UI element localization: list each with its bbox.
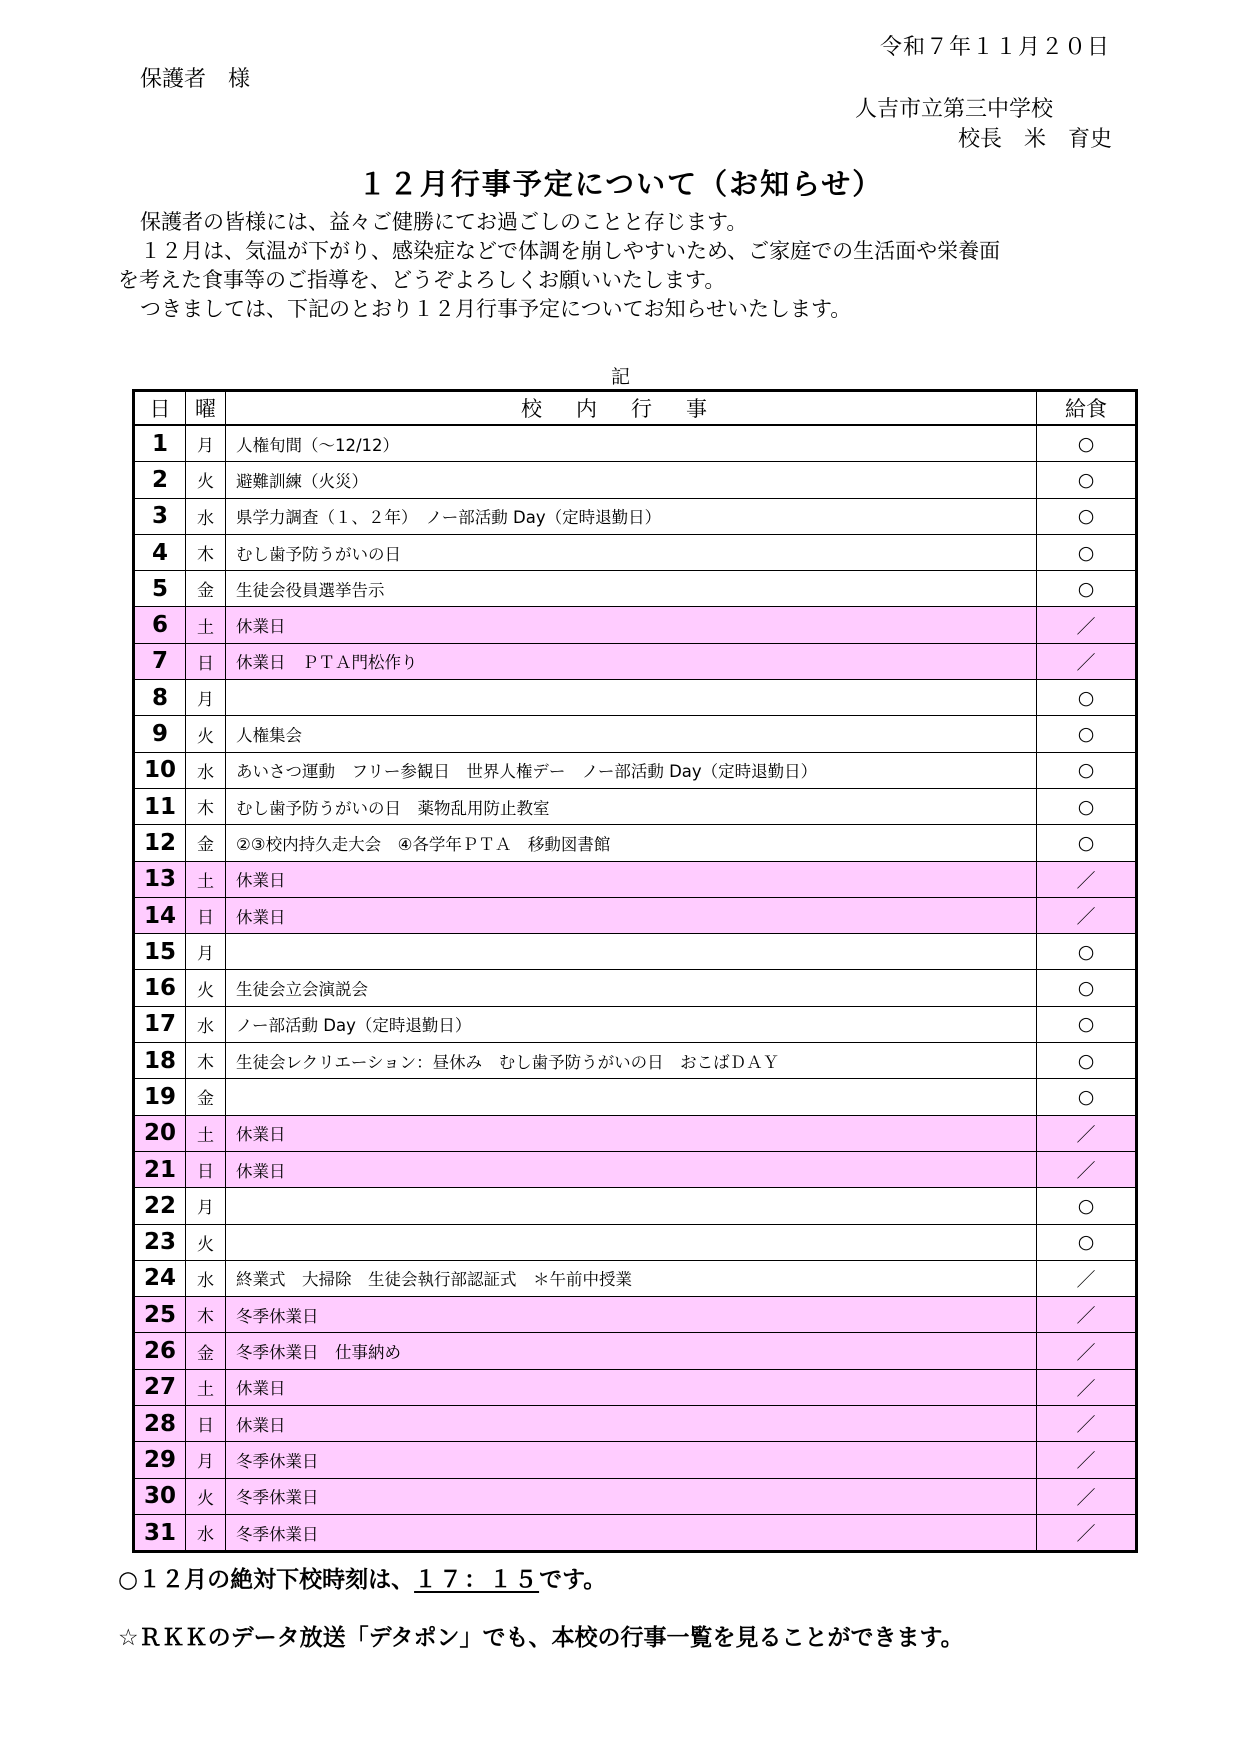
row-lunch: ○	[1037, 680, 1137, 716]
row-dow: 土	[186, 607, 226, 643]
row-dow: 水	[186, 752, 226, 788]
body-paragraph-3: つきましては、下記のとおり１２月行事予定についてお知らせいたします。	[140, 297, 852, 321]
row-lunch: ／	[1037, 861, 1137, 897]
row-dow: 金	[186, 1079, 226, 1115]
table-row	[134, 571, 1137, 607]
row-dow: 日	[186, 1151, 226, 1187]
row-event	[226, 1188, 1037, 1224]
row-day: 17	[134, 1006, 186, 1042]
row-dow: 水	[186, 498, 226, 534]
row-day: 3	[134, 498, 186, 534]
row-day: 12	[134, 825, 186, 861]
row-lunch: ／	[1037, 1478, 1137, 1514]
row-lunch: ／	[1037, 1115, 1137, 1151]
row-lunch: ○	[1037, 1188, 1137, 1224]
row-day: 26	[134, 1333, 186, 1369]
row-lunch: ／	[1037, 897, 1137, 933]
row-lunch: ○	[1037, 1006, 1137, 1042]
table-row	[134, 970, 1137, 1006]
row-day: 19	[134, 1079, 186, 1115]
row-day: 15	[134, 934, 186, 970]
schedule-table	[132, 389, 1138, 1553]
row-lunch: ／	[1037, 607, 1137, 643]
row-lunch: ○	[1037, 571, 1137, 607]
row-dow: 木	[186, 1297, 226, 1333]
body-paragraph-2a: １２月は、気温が下がり、感染症などで体調を崩しやすいため、ご家庭での生活面や栄養面	[140, 239, 1001, 263]
row-event: 生徒会レクリエーション：昼休み むし歯予防うがいの日 おこばＤＡＹ	[226, 1043, 1037, 1079]
row-lunch: ／	[1037, 1406, 1137, 1442]
row-event: むし歯予防うがいの日	[226, 534, 1037, 570]
table-row	[134, 1333, 1137, 1369]
table-row	[134, 607, 1137, 643]
row-lunch: ／	[1037, 1442, 1137, 1478]
row-event: 県学力調査（１、２年） ノー部活動 Day（定時退勤日）	[226, 498, 1037, 534]
table-row	[134, 934, 1137, 970]
row-event: むし歯予防うがいの日 薬物乱用防止教室	[226, 788, 1037, 824]
row-event: 休業日	[226, 1115, 1037, 1151]
table-row	[134, 1514, 1137, 1551]
row-event	[226, 1224, 1037, 1260]
table-row	[134, 534, 1137, 570]
row-lunch: ○	[1037, 934, 1137, 970]
row-dow: 火	[186, 970, 226, 1006]
row-dow: 金	[186, 571, 226, 607]
row-day: 5	[134, 571, 186, 607]
row-dow: 木	[186, 1043, 226, 1079]
row-day: 21	[134, 1151, 186, 1187]
row-dow: 月	[186, 934, 226, 970]
row-event: 冬季休業日	[226, 1297, 1037, 1333]
table-row	[134, 897, 1137, 933]
row-lunch: ○	[1037, 1079, 1137, 1115]
table-row	[134, 498, 1137, 534]
table-row	[134, 1006, 1137, 1042]
row-lunch: ／	[1037, 1297, 1137, 1333]
row-event: 休業日	[226, 861, 1037, 897]
row-lunch: ○	[1037, 1224, 1137, 1260]
row-lunch: ／	[1037, 643, 1137, 679]
table-row	[134, 1079, 1137, 1115]
table-row	[134, 1260, 1137, 1296]
row-day: 2	[134, 462, 186, 498]
row-day: 11	[134, 788, 186, 824]
row-lunch: ○	[1037, 1043, 1137, 1079]
row-dow: 月	[186, 1188, 226, 1224]
row-event: 冬季休業日 仕事納め	[226, 1333, 1037, 1369]
row-day: 7	[134, 643, 186, 679]
row-day: 6	[134, 607, 186, 643]
table-row	[134, 680, 1137, 716]
dismissal-note-suffix: です。	[539, 1567, 607, 1593]
row-lunch: ○	[1037, 462, 1137, 498]
row-lunch: ○	[1037, 752, 1137, 788]
row-event: 人権旬間（～12/12）	[226, 425, 1037, 462]
row-event: 冬季休業日	[226, 1478, 1037, 1514]
row-day: 4	[134, 534, 186, 570]
table-row	[134, 1406, 1137, 1442]
row-event	[226, 680, 1037, 716]
body-paragraph-1: 保護者の皆様には、益々ご健勝にてお過ごしのことと存じます。	[140, 210, 748, 234]
row-lunch: ○	[1037, 788, 1137, 824]
row-day: 18	[134, 1043, 186, 1079]
row-day: 31	[134, 1514, 186, 1551]
row-dow: 土	[186, 861, 226, 897]
row-day: 1	[134, 425, 186, 462]
row-lunch: ○	[1037, 498, 1137, 534]
row-lunch: ／	[1037, 1260, 1137, 1296]
row-dow: 火	[186, 716, 226, 752]
row-dow: 土	[186, 1115, 226, 1151]
row-dow: 木	[186, 788, 226, 824]
addressee: 保護者 様	[140, 67, 251, 92]
row-event: 避難訓練（火災）	[226, 462, 1037, 498]
dismissal-note-prefix: ○１２月の絶対下校時刻は、	[118, 1567, 415, 1593]
row-day: 20	[134, 1115, 186, 1151]
row-event: 冬季休業日	[226, 1442, 1037, 1478]
row-event: 終業式 大掃除 生徒会執行部認証式 ＊午前中授業	[226, 1260, 1037, 1296]
header-lunch: 給食	[1037, 391, 1137, 426]
row-event: 休業日	[226, 1406, 1037, 1442]
table-row	[134, 425, 1137, 462]
header-day: 日	[134, 391, 186, 426]
row-day: 29	[134, 1442, 186, 1478]
row-dow: 火	[186, 1478, 226, 1514]
schedule-header-row	[134, 391, 1137, 426]
row-event	[226, 1079, 1037, 1115]
schedule-body	[134, 425, 1137, 1552]
ki-marker: 記	[610, 366, 630, 388]
header-dow: 曜	[186, 391, 226, 426]
row-day: 13	[134, 861, 186, 897]
row-event: 休業日	[226, 607, 1037, 643]
row-dow: 金	[186, 1333, 226, 1369]
table-row	[134, 1478, 1137, 1514]
row-dow: 水	[186, 1514, 226, 1551]
row-event: 生徒会立会演説会	[226, 970, 1037, 1006]
document-title: １２月行事予定について（お知らせ）	[357, 167, 884, 201]
header-event: 校内行事	[226, 391, 1037, 426]
row-dow: 水	[186, 1006, 226, 1042]
table-row	[134, 1043, 1137, 1079]
table-row	[134, 752, 1137, 788]
row-dow: 水	[186, 1260, 226, 1296]
row-event: ②③校内持久走大会 ④各学年ＰＴＡ 移動図書館	[226, 825, 1037, 861]
row-event: 人権集会	[226, 716, 1037, 752]
table-row	[134, 788, 1137, 824]
table-row	[134, 1369, 1137, 1405]
row-day: 22	[134, 1188, 186, 1224]
row-dow: 火	[186, 1224, 226, 1260]
row-dow: 金	[186, 825, 226, 861]
row-event: 休業日	[226, 897, 1037, 933]
table-row	[134, 1224, 1137, 1260]
row-day: 16	[134, 970, 186, 1006]
row-lunch: ／	[1037, 1333, 1137, 1369]
row-lunch: ○	[1037, 534, 1137, 570]
table-row	[134, 1115, 1137, 1151]
row-day: 14	[134, 897, 186, 933]
datapon-note: ☆ＲＫＫのデータ放送「デタポン」でも、本校の行事一覧を見ることができます。	[118, 1625, 964, 1651]
row-day: 27	[134, 1369, 186, 1405]
row-day: 28	[134, 1406, 186, 1442]
row-lunch: ○	[1037, 716, 1137, 752]
table-row	[134, 643, 1137, 679]
row-dow: 日	[186, 897, 226, 933]
table-row	[134, 1442, 1137, 1478]
row-dow: 木	[186, 534, 226, 570]
table-row	[134, 1151, 1137, 1187]
row-dow: 日	[186, 1406, 226, 1442]
row-dow: 火	[186, 462, 226, 498]
row-day: 9	[134, 716, 186, 752]
table-row	[134, 716, 1137, 752]
row-event: 休業日	[226, 1151, 1037, 1187]
dismissal-time: １７：１５	[414, 1567, 540, 1593]
row-day: 23	[134, 1224, 186, 1260]
row-event: ノー部活動 Day（定時退勤日）	[226, 1006, 1037, 1042]
row-dow: 日	[186, 643, 226, 679]
row-dow: 月	[186, 1442, 226, 1478]
row-event: 冬季休業日	[226, 1514, 1037, 1551]
table-row	[134, 825, 1137, 861]
row-lunch: ○	[1037, 970, 1137, 1006]
row-event: 休業日	[226, 1369, 1037, 1405]
row-lunch: ／	[1037, 1514, 1137, 1551]
body-paragraph-2b: を考えた食事等のご指導を、どうぞよろしくお願いいたします。	[118, 268, 726, 292]
row-day: 25	[134, 1297, 186, 1333]
issue-date: 令和７年１１月２０日	[880, 35, 1111, 60]
row-event: 休業日 ＰＴＡ門松作り	[226, 643, 1037, 679]
row-day: 30	[134, 1478, 186, 1514]
row-dow: 月	[186, 425, 226, 462]
row-day: 10	[134, 752, 186, 788]
letter-body	[118, 208, 1128, 324]
row-lunch: ○	[1037, 425, 1137, 462]
row-event: あいさつ運動 フリー参観日 世界人権デー ノー部活動 Day（定時退勤日）	[226, 752, 1037, 788]
school-name: 人吉市立第三中学校	[855, 97, 1054, 122]
principal-name: 校長 米 育史	[958, 127, 1113, 152]
row-day: 24	[134, 1260, 186, 1296]
row-event	[226, 934, 1037, 970]
dismissal-time-note	[118, 1561, 606, 1594]
table-row	[134, 1297, 1137, 1333]
row-event: 生徒会役員選挙告示	[226, 571, 1037, 607]
row-lunch: ／	[1037, 1369, 1137, 1405]
row-day: 8	[134, 680, 186, 716]
row-dow: 月	[186, 680, 226, 716]
row-lunch: ○	[1037, 825, 1137, 861]
table-row	[134, 861, 1137, 897]
table-row	[134, 462, 1137, 498]
table-row	[134, 1188, 1137, 1224]
row-dow: 土	[186, 1369, 226, 1405]
row-lunch: ／	[1037, 1151, 1137, 1187]
